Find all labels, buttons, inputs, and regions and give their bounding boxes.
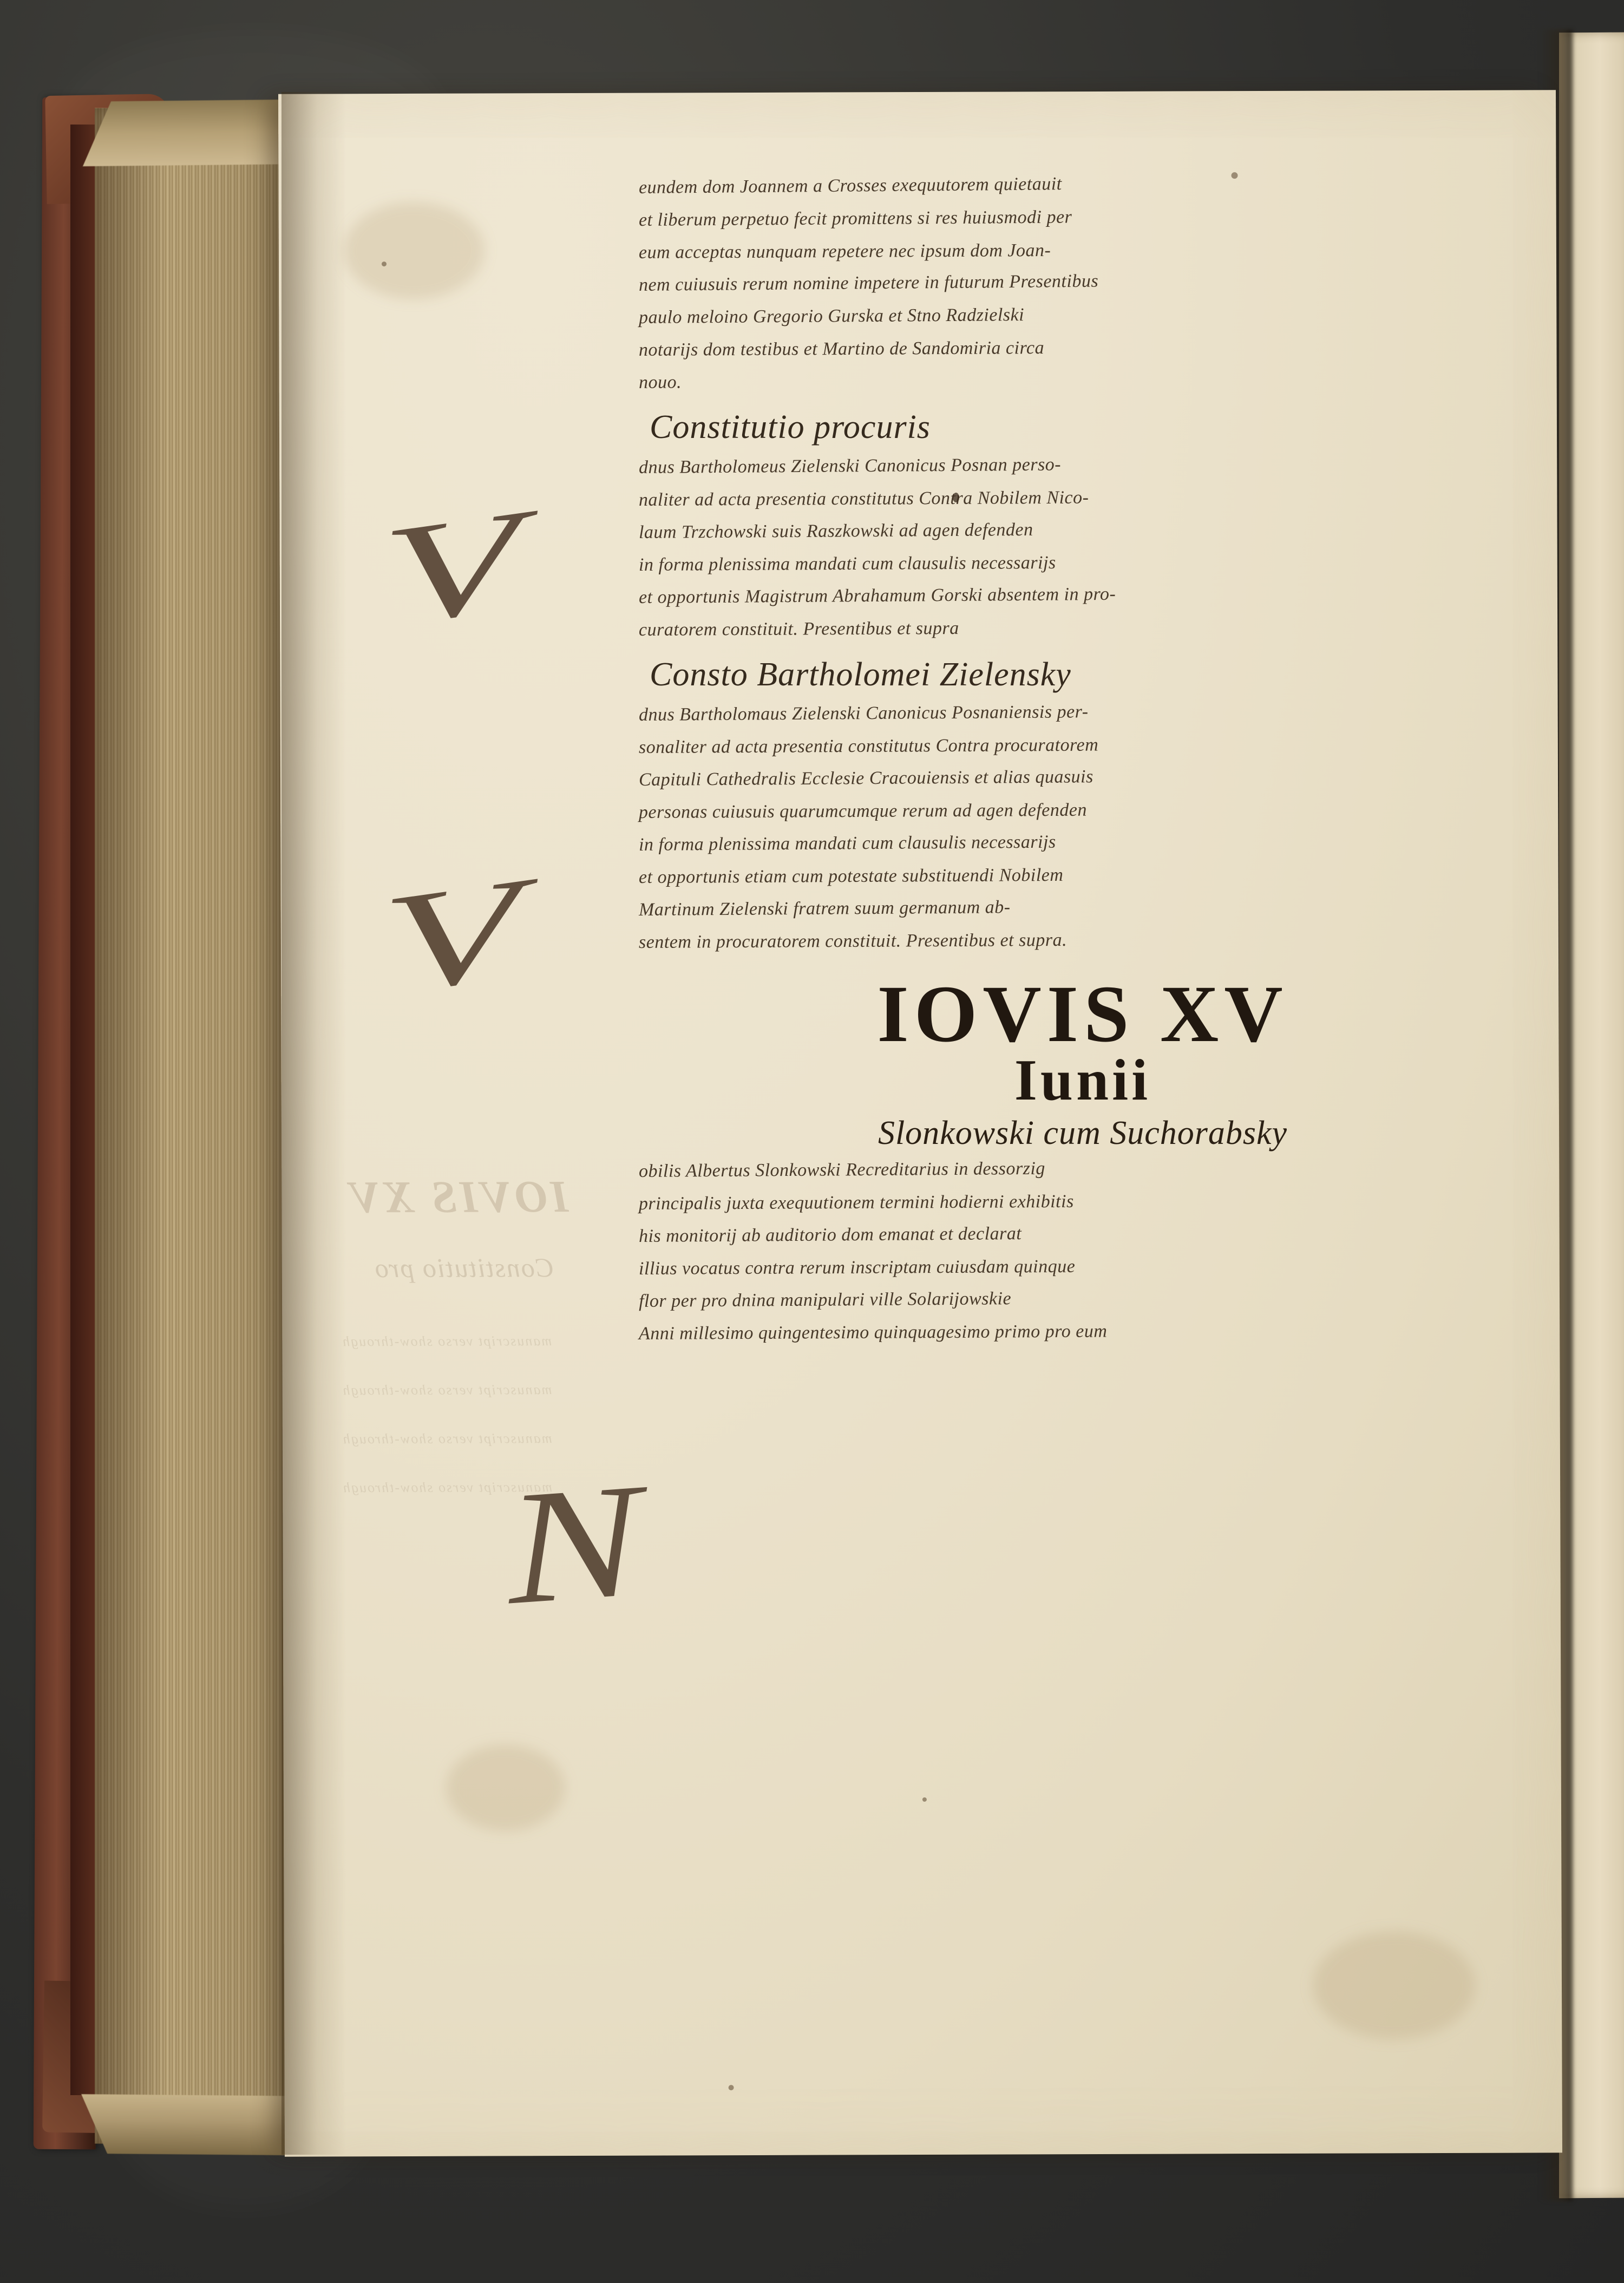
paper-stain — [446, 1744, 566, 1831]
ms-line: nem cuiusuis rerum nomine impetere in futurum Presentibus — [638, 271, 1099, 295]
ms-line: et opportunis etiam cum potestate substituendi Nobilem — [638, 865, 1064, 887]
ms-line: obilis Albertus Slonkowski Recreditarius in dessorzig — [638, 1158, 1045, 1181]
page-stack-shading — [95, 108, 300, 2144]
ms-line: in forma plenissima mandati cum clausulis necessarijs — [638, 832, 1056, 855]
ms-line: Capituli Cathedralis Ecclesie Cracouiensis et alias quasuis — [638, 767, 1093, 790]
showthrough-text: manuscript verso show-through — [342, 1430, 552, 1447]
ms-line: principalis juxta exequutionem termini hodierni exhibitis — [638, 1191, 1074, 1214]
ms-line: paulo meloino Gregorio Gurska et Stno Radzielski — [638, 305, 1025, 328]
showthrough-text: manuscript verso show-through — [342, 1382, 552, 1398]
ms-line: nouo. — [638, 372, 682, 393]
ms-line: Martinum Zielenski fratrem suum germanum ab- — [638, 897, 1011, 920]
ms-line: personas cuiusuis quarumcumque rerum ad agen defenden — [638, 800, 1088, 822]
ms-line: et liberum perpetuo fecit promittens si res huiusmodi per — [638, 207, 1072, 230]
paper-speck — [922, 1797, 927, 1802]
showthrough-text: manuscript verso show-through — [342, 1333, 552, 1350]
initial-letter-v-first: V — [375, 481, 534, 655]
date-heading-line2: Iunii — [1014, 1048, 1151, 1113]
section-heading: Consto Bartholomei Zielensky — [650, 656, 1071, 693]
entry-slonkowski-cum-suchorabsky — [639, 1114, 1527, 1343]
section-consto-bartholomei-zielensky — [639, 656, 1527, 952]
ms-line: flor per pro dnina manipulari ville Solarijowskie — [638, 1288, 1012, 1311]
entry-rubric: Slonkowski cum Suchorabsky — [878, 1115, 1288, 1152]
ms-line: eum acceptas nunquam repetere nec ipsum dom Joan- — [638, 240, 1051, 263]
date-heading-line1: IOVIS XV — [877, 969, 1288, 1059]
paper-speck — [382, 261, 387, 266]
ms-line: et opportunis Magistrum Abrahamum Gorski absentem in pro- — [638, 584, 1116, 607]
section-heading: Constitutio procuris — [650, 409, 931, 446]
ms-line: dnus Bartholomeus Zielenski Canonicus Posnan perso- — [638, 454, 1062, 477]
manuscript-text-block — [638, 174, 1527, 1357]
ms-line: naliter ad acta presentia constitutus Contra Nobilem Nico- — [638, 487, 1089, 510]
initial-letter-n-entry: N — [500, 1449, 648, 1639]
ms-line: in forma plenissima mandati cum clausulis necessarijs — [638, 552, 1056, 575]
paper-speck — [729, 2085, 734, 2090]
paper-stain — [1313, 1931, 1476, 2040]
paper-stain — [344, 202, 485, 300]
showthrough-text: manuscript verso show-through — [342, 1479, 552, 1496]
showthrough-heading: Constitutio pro — [374, 1252, 554, 1284]
initial-letter-v-second: V — [375, 849, 534, 1023]
ms-line: eundem dom Joannem a Crosses exequutorem quietauit — [638, 174, 1062, 198]
ms-line: Anni millesimo quingentesimo quinquagesimo primo pro eum — [638, 1321, 1108, 1344]
paragraph-eundem — [638, 174, 1527, 393]
showthrough-title: IOVIS XV — [346, 1172, 569, 1223]
ms-line: his monitorij ab auditorio dom emanat et declarat — [638, 1224, 1022, 1246]
ms-line: laum Trzchowski suis Raszkowski ad agen defenden — [638, 519, 1033, 542]
ms-line: notarijs dom testibus et Martino de Sandomiria circa — [638, 338, 1045, 360]
ms-line: dnus Bartholomaus Zielenski Canonicus Posnaniensis per- — [638, 702, 1089, 725]
ms-line: curatorem constituit. Presentibus et supra — [638, 618, 959, 640]
ms-line: sentem in procuratorem constituit. Presentibus et supra. — [638, 930, 1068, 952]
section-constitutio-procuris — [639, 408, 1527, 639]
ms-line: sonaliter ad acta presentia constitutus Contra procuratorem — [638, 735, 1099, 757]
date-heading — [639, 969, 1527, 1113]
ms-line: illius vocatus contra rerum inscriptam cuiusdam quinque — [638, 1256, 1076, 1279]
